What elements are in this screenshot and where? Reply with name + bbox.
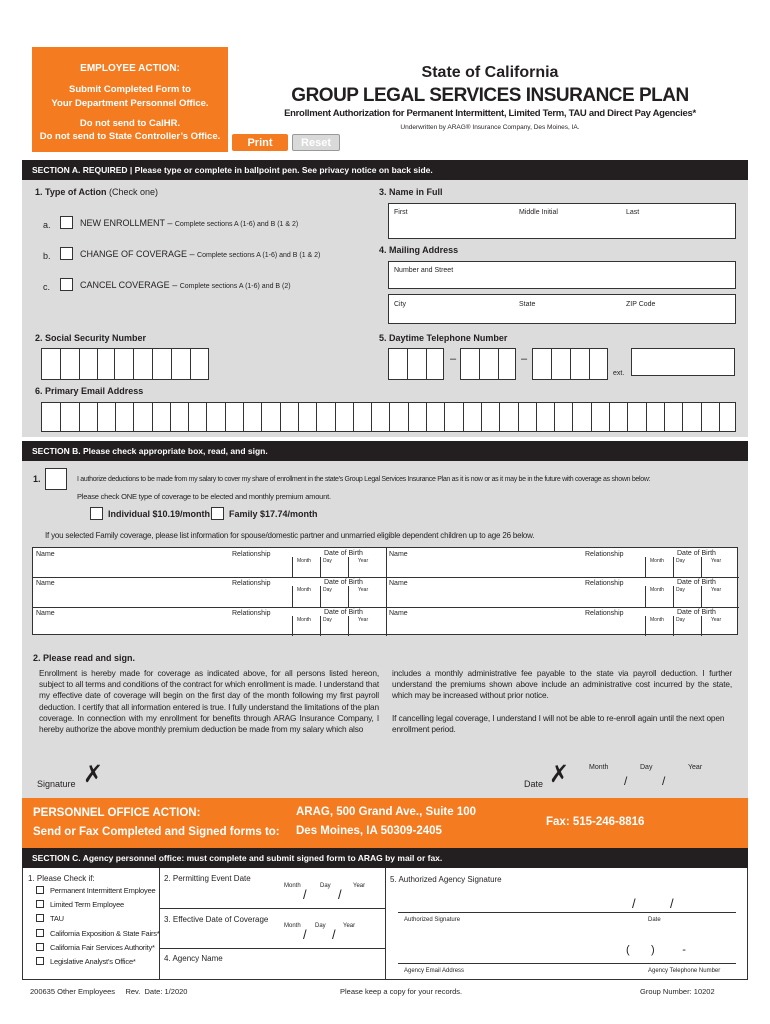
dep-relationship-caption: Relationship [232, 580, 271, 588]
option-title: CANCEL COVERAGE – [80, 280, 178, 290]
arag-fax: Fax: 515-246-8816 [546, 816, 645, 828]
signature-input[interactable] [106, 762, 506, 792]
agency-phone-caption: Agency Telephone Number [648, 968, 721, 974]
sign-month-caption: Month [589, 764, 609, 771]
agreement-left: Enrollment is hereby made for coverage as indicated above, for all persons listed hereon, subject to all terms and conditions of the contract for which enrollment is made. I understand that my effective date of coverage will begin on the first day of the month following my first payroll deduction. I certify that all information entered is true. I fully understand the limitations of the plan coverage. In connection with my enrollment for benefits through ARAG Insurance Company, I hereby authorize the above monthly premium deduction be made from my salary which also [39, 668, 379, 735]
authorize-checkbox[interactable] [45, 468, 67, 490]
dep-dob-caption: Date of Birth [324, 608, 363, 616]
dep-year-caption: Year [711, 616, 722, 623]
auth-date-caption: Date [648, 917, 661, 923]
personnel-sub: Send or Fax Completed and Signed forms to: [33, 826, 280, 838]
phone-dash: – [450, 353, 457, 365]
effective-label: 3. Effective Date of Coverage [164, 915, 269, 924]
section-c-checkbox[interactable] [36, 943, 44, 951]
dep-month-caption: Month [297, 558, 311, 564]
check-if-label: 1. Please Check if: [28, 874, 95, 883]
new-enrollment-label [80, 219, 298, 228]
signature-label: Signature [37, 779, 76, 789]
dep-relationship-caption: Relationship [232, 551, 271, 558]
state-label: State of California [421, 64, 559, 81]
type-of-action-title: 1. Type of Action [35, 187, 107, 197]
footer-left: 200635 Other Employees Rev. Date: 1/2020 [30, 987, 188, 996]
last-name-caption: Last [626, 209, 640, 216]
dep-month-caption: Month [297, 587, 311, 594]
dep-relationship-caption: Relationship [585, 609, 624, 617]
dep-month-caption: Month [297, 616, 311, 623]
permit-slash: / [303, 887, 307, 902]
dep-name-caption: Name [36, 609, 55, 617]
phone-prefix-input[interactable] [460, 348, 516, 380]
footer-center: Please keep a copy for your records. [340, 987, 463, 996]
option-note: Complete sections A (1-6) and B (1 & 2) [197, 252, 321, 259]
check-one-note: (Check one) [109, 187, 159, 197]
date-label: Date [524, 779, 544, 789]
section-a-bar [22, 160, 748, 180]
dep-month-caption: Month [650, 616, 664, 623]
arag-address-1: ARAG, 500 Grand Ave., Suite 100 [296, 806, 477, 818]
permit-day-caption: Day [320, 883, 331, 889]
section-c-checkbox[interactable] [36, 900, 44, 908]
agency-email-caption: Agency Email Address [404, 968, 465, 974]
dep-year-caption: Year [711, 558, 722, 564]
ssn-input[interactable] [41, 348, 209, 380]
city-state-zip-field[interactable] [388, 294, 736, 324]
signature-x-mark: ✗ [83, 761, 104, 788]
section-c-checkbox[interactable] [36, 886, 44, 894]
email-label: 6. Primary Email Address [35, 386, 144, 396]
sign-year-caption: Year [688, 764, 703, 771]
dep-relationship-caption: Relationship [585, 580, 624, 588]
read-sign-label: 2. Please read and sign. [33, 653, 136, 663]
name-full-field[interactable] [388, 203, 736, 239]
email-input[interactable] [41, 402, 736, 432]
individual-checkbox[interactable] [90, 507, 103, 520]
mailing-address-label: 4. Mailing Address [379, 245, 459, 255]
underwritten: Underwritten by ARAG® Insurance Company, Des Moines, IA. [400, 124, 580, 131]
effective-slash: / [332, 927, 336, 942]
section-c-item-label: Limited Term Employee [50, 900, 125, 910]
permit-slash: / [338, 887, 342, 902]
effective-slash: / [303, 927, 307, 942]
dep-name-caption: Name [36, 580, 55, 588]
sign-day-caption: Day [640, 764, 653, 771]
dep-day-caption: Day [323, 616, 332, 623]
auth-date-slash: / [670, 896, 674, 911]
permit-month-caption: Month [284, 883, 301, 889]
dependents-grid [32, 547, 738, 635]
section-c-checkbox[interactable] [36, 929, 44, 937]
option-letter: a. [43, 220, 51, 230]
dep-dob-caption: Date of Birth [677, 579, 716, 587]
auth-sig-label: 5. Authorized Agency Signature [390, 875, 502, 884]
section-c-checkbox[interactable] [36, 914, 44, 922]
section-c-item-label: California Fair Services Authority* [50, 942, 155, 952]
dep-year-caption: Year [358, 587, 369, 594]
dep-dob-caption: Date of Birth [324, 550, 363, 557]
change-coverage-checkbox[interactable] [60, 247, 73, 260]
section-b-num: 1. [33, 474, 41, 484]
option-letter: c. [43, 282, 51, 292]
family-note: If you selected Family coverage, please list information for spouse/domestic partner and unmarried eligible dependent children up to age 26 below. [45, 531, 535, 540]
option-note: Complete sections A (1-6) and B (1 & 2) [174, 221, 299, 228]
phone-label: 5. Daytime Telephone Number [379, 333, 508, 343]
dep-dob-caption: Date of Birth [324, 579, 363, 587]
dep-relationship-caption: Relationship [232, 609, 271, 617]
section-c-checkbox[interactable] [36, 957, 44, 965]
phone-line-input[interactable] [532, 348, 608, 380]
permitting-label: 2. Permitting Event Date [164, 874, 251, 883]
ext-label: ext. [613, 370, 625, 377]
form-subtitle: Enrollment Authorization for Permanent Intermittent, Limited Term, TAU and Direct Pay Agencies* [284, 108, 696, 119]
effective-year-caption: Year [343, 923, 356, 929]
dep-day-caption: Day [676, 616, 685, 623]
agreement-right1: includes a monthly administrative fee payable to the state via payroll deduction. I further understand the premiums shown above include an administrative cost incurred by the state, which may be increased without prior notice. [392, 668, 732, 701]
section-c-item-label: California Exposition & State Fairs* [50, 928, 160, 938]
dep-day-caption: Day [323, 587, 332, 594]
authorized-signature-caption: Authorized Signature [404, 917, 461, 923]
zip-caption: ZIP Code [626, 301, 656, 308]
agreement-right2: If cancelling legal coverage, I understand I will not be able to re-enroll again until the next open enrollment period. [392, 713, 725, 735]
phone-area-input[interactable] [388, 348, 444, 380]
reset-button[interactable]: Reset [292, 134, 340, 151]
street-caption: Number and Street [394, 267, 454, 274]
dep-name-caption: Name [389, 609, 408, 617]
city-caption: City [394, 301, 407, 308]
effective-day-caption: Day [315, 923, 326, 929]
employee-action-box [32, 47, 228, 152]
option-letter: b. [43, 251, 51, 261]
individual-label: Individual $10.19/month [108, 509, 211, 519]
check-one-type: Please check ONE type of coverage to be elected and monthly premium amount. [77, 492, 331, 501]
dep-day-caption: Day [323, 558, 332, 564]
family-label: Family $17.74/month [229, 509, 318, 519]
street-field[interactable] [388, 261, 736, 289]
cancel-coverage-label [80, 281, 291, 290]
first-name-caption: First [394, 209, 408, 216]
permit-year-caption: Year [353, 883, 366, 889]
employee-action-line: Your Department Personnel Office. [51, 98, 209, 109]
phone-ext-input[interactable] [631, 348, 735, 376]
date-x-mark: ✗ [549, 761, 570, 788]
section-b-bar-text: SECTION B. Please check appropriate box, read, and sign. [32, 446, 268, 456]
name-full-label: 3. Name in Full [379, 187, 443, 197]
change-coverage-label [80, 250, 320, 259]
dep-year-caption: Year [358, 558, 369, 564]
arag-address-2: Des Moines, IA 50309-2405 [296, 825, 442, 837]
form-title: GROUP LEGAL SERVICES INSURANCE PLAN [291, 85, 689, 106]
employee-action-line: Submit Completed Form to [69, 84, 191, 95]
ssn-label: 2. Social Security Number [35, 333, 147, 343]
section-b-bar [22, 441, 748, 461]
print-button[interactable]: Print [232, 134, 288, 151]
option-title: NEW ENROLLMENT – [80, 218, 173, 228]
employee-action-line: Do not send to CalHR. [79, 118, 181, 129]
section-c-item-label: Permanent Intermittent Employee [50, 886, 156, 895]
phone-dash: – [521, 353, 528, 365]
section-c-item-label: TAU [50, 914, 64, 924]
auth-date-slash: / [632, 896, 636, 911]
dep-year-caption: Year [358, 616, 369, 623]
personnel-heading: PERSONNEL OFFICE ACTION: [33, 807, 201, 819]
agency-name-label: 4. Agency Name [164, 954, 223, 963]
personnel-office-bar [22, 798, 748, 848]
authorize-text: I authorize deductions to be made from my salary to cover my share of enrollment in the state’s Group Legal Services Insurance Plan as it is now or as it may be in the future with coverage as shown below: [77, 476, 651, 483]
state-caption: State [519, 301, 536, 308]
employee-action-heading: EMPLOYEE ACTION: [80, 63, 180, 74]
dep-year-caption: Year [711, 587, 722, 594]
dep-name-caption: Name [36, 551, 55, 558]
section-c-bar [22, 848, 748, 868]
dep-dob-caption: Date of Birth [677, 550, 716, 557]
dep-name-caption: Name [389, 551, 408, 558]
employee-action-line: Do not send to State Controller’s Office. [39, 131, 221, 142]
dep-month-caption: Month [650, 587, 664, 594]
dep-day-caption: Day [676, 587, 685, 594]
date-slash: / [662, 774, 666, 788]
middle-initial-caption: Middle Initial [519, 209, 558, 216]
dep-name-caption: Name [389, 580, 408, 588]
dep-month-caption: Month [650, 558, 664, 564]
option-title: CHANGE OF COVERAGE – [80, 249, 195, 259]
cancel-coverage-checkbox[interactable] [60, 278, 73, 291]
date-slash: / [624, 774, 628, 788]
dep-relationship-caption: Relationship [585, 551, 624, 558]
option-note: Complete sections A (1-6) and B (2) [179, 283, 291, 290]
type-of-action-label [35, 188, 158, 197]
agency-phone-format: ( ) - [626, 944, 686, 956]
dep-day-caption: Day [676, 558, 685, 564]
section-c-bar-text: SECTION C. Agency personnel office: must complete and submit signed form to ARAG by mail or fax. [32, 853, 443, 863]
family-checkbox[interactable] [211, 507, 224, 520]
new-enrollment-checkbox[interactable] [60, 216, 73, 229]
footer-right: Group Number: 10202 [640, 987, 715, 996]
dep-dob-caption: Date of Birth [677, 608, 716, 616]
section-a-bar-text: SECTION A. REQUIRED | Please type or complete in ballpoint pen. See privacy notice on back side. [32, 165, 433, 175]
effective-month-caption: Month [284, 923, 301, 929]
section-c-item-label: Legislative Analyst’s Office* [50, 957, 136, 966]
